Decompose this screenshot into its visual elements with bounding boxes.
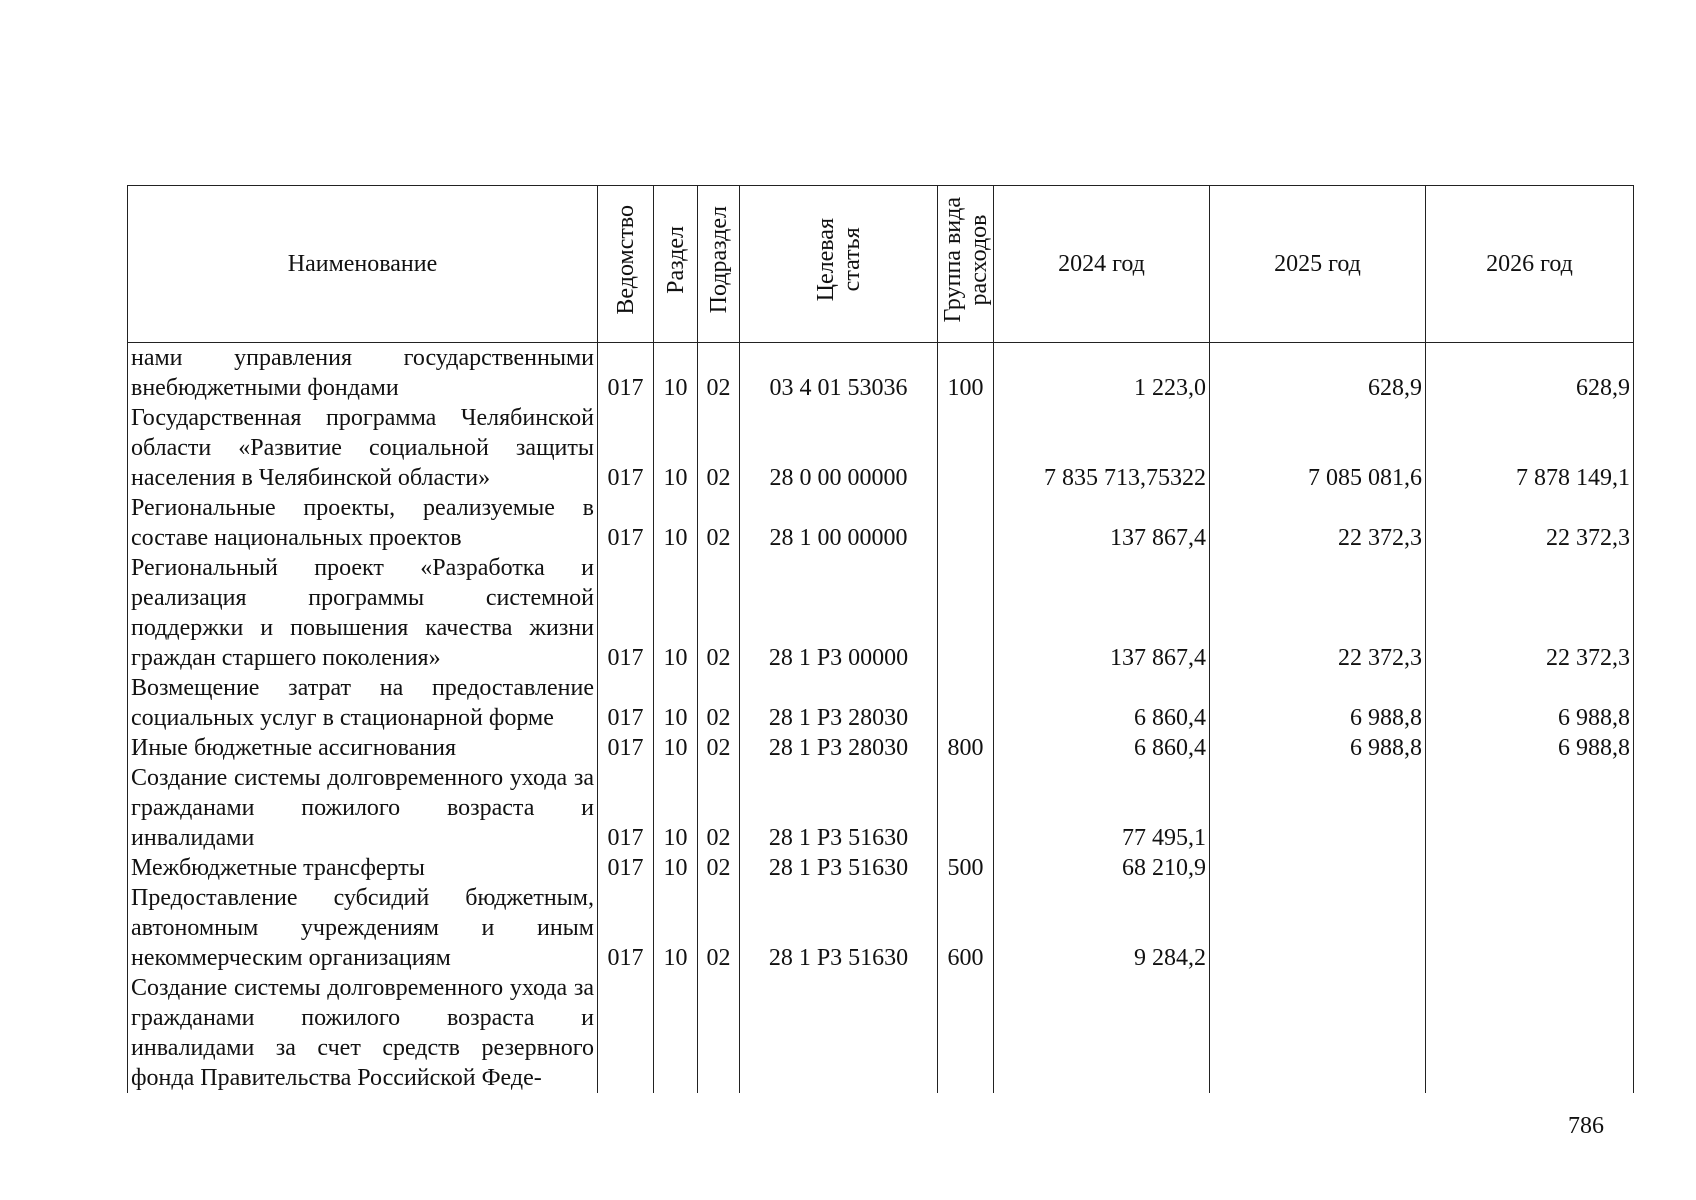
cell-name: Создание системы долговременного ухода за гражданами пожилого возраста и инвалидами за счет средств резервного фонда Правительства Российской Феде- bbox=[128, 973, 598, 1093]
header-expense-group: Группа вида расходов bbox=[938, 186, 994, 343]
cell-expense-group: 600 bbox=[938, 883, 994, 973]
cell-target-article bbox=[740, 973, 938, 1093]
budget-table bbox=[127, 185, 1634, 1093]
cell-subsection: 02 bbox=[698, 673, 740, 733]
cell-target-article: 28 1 Р3 28030 bbox=[740, 733, 938, 763]
cell-section: 10 bbox=[654, 553, 698, 673]
cell-2025 bbox=[1210, 853, 1426, 883]
cell-2025 bbox=[1210, 973, 1426, 1093]
table-row bbox=[128, 883, 1634, 973]
cell-2025: 22 372,3 bbox=[1210, 493, 1426, 553]
cell-section: 10 bbox=[654, 763, 698, 853]
cell-department: 017 bbox=[598, 763, 654, 853]
cell-target-article: 28 1 Р3 28030 bbox=[740, 673, 938, 733]
cell-2024: 9 284,2 bbox=[994, 883, 1210, 973]
cell-2025: 22 372,3 bbox=[1210, 553, 1426, 673]
cell-department: 017 bbox=[598, 853, 654, 883]
cell-subsection: 02 bbox=[698, 763, 740, 853]
cell-2026: 22 372,3 bbox=[1426, 553, 1634, 673]
cell-2026: 22 372,3 bbox=[1426, 493, 1634, 553]
cell-2026 bbox=[1426, 883, 1634, 973]
cell-expense-group bbox=[938, 493, 994, 553]
cell-section: 10 bbox=[654, 883, 698, 973]
table-row bbox=[128, 493, 1634, 553]
cell-name: Создание системы долговременного ухода за гражданами пожилого возраста и инвалидами bbox=[128, 763, 598, 853]
cell-2025 bbox=[1210, 763, 1426, 853]
table-row bbox=[128, 553, 1634, 673]
cell-expense-group bbox=[938, 763, 994, 853]
cell-2024: 77 495,1 bbox=[994, 763, 1210, 853]
cell-target-article: 28 0 00 00000 bbox=[740, 403, 938, 493]
cell-section: 10 bbox=[654, 403, 698, 493]
cell-subsection bbox=[698, 973, 740, 1093]
cell-2026 bbox=[1426, 763, 1634, 853]
header-section: Раздел bbox=[654, 186, 698, 343]
cell-2025: 6 988,8 bbox=[1210, 673, 1426, 733]
cell-2024 bbox=[994, 973, 1210, 1093]
cell-2025: 6 988,8 bbox=[1210, 733, 1426, 763]
cell-expense-group bbox=[938, 973, 994, 1093]
cell-2025 bbox=[1210, 883, 1426, 973]
cell-expense-group: 500 bbox=[938, 853, 994, 883]
cell-target-article: 28 1 Р3 51630 bbox=[740, 853, 938, 883]
cell-department: 017 bbox=[598, 493, 654, 553]
cell-target-article: 28 1 00 00000 bbox=[740, 493, 938, 553]
header-2025: 2025 год bbox=[1210, 186, 1426, 343]
cell-target-article: 28 1 Р3 51630 bbox=[740, 883, 938, 973]
cell-department: 017 bbox=[598, 553, 654, 673]
cell-name: нами управления государственными внебюджетными фондами bbox=[128, 343, 598, 404]
cell-name: Межбюджетные трансферты bbox=[128, 853, 598, 883]
cell-name: Иные бюджетные ассигнования bbox=[128, 733, 598, 763]
table-row bbox=[128, 853, 1634, 883]
cell-department: 017 bbox=[598, 403, 654, 493]
cell-target-article: 28 1 Р3 00000 bbox=[740, 553, 938, 673]
table-row bbox=[128, 673, 1634, 733]
cell-name: Предоставление субсидий бюджетным, автономным учреждениям и иным некоммерческим организациям bbox=[128, 883, 598, 973]
table-row bbox=[128, 733, 1634, 763]
cell-expense-group bbox=[938, 673, 994, 733]
cell-department: 017 bbox=[598, 343, 654, 404]
cell-name: Региональные проекты, реализуемые в составе национальных проектов bbox=[128, 493, 598, 553]
cell-2025: 628,9 bbox=[1210, 343, 1426, 404]
header-target-article: Целевая статья bbox=[740, 186, 938, 343]
cell-target-article: 28 1 Р3 51630 bbox=[740, 763, 938, 853]
cell-subsection: 02 bbox=[698, 343, 740, 404]
cell-expense-group bbox=[938, 403, 994, 493]
cell-2026: 7 878 149,1 bbox=[1426, 403, 1634, 493]
header-name: Наименование bbox=[128, 186, 598, 343]
cell-department: 017 bbox=[598, 733, 654, 763]
cell-subsection: 02 bbox=[698, 733, 740, 763]
cell-section: 10 bbox=[654, 343, 698, 404]
page-number: 786 bbox=[1568, 1113, 1604, 1139]
cell-2024: 137 867,4 bbox=[994, 493, 1210, 553]
cell-subsection: 02 bbox=[698, 553, 740, 673]
cell-2024: 1 223,0 bbox=[994, 343, 1210, 404]
cell-name: Региональный проект «Разработка и реализация программы системной поддержки и повышения качества жизни граждан старшего поколения» bbox=[128, 553, 598, 673]
cell-section: 10 bbox=[654, 853, 698, 883]
cell-expense-group: 800 bbox=[938, 733, 994, 763]
cell-expense-group bbox=[938, 553, 994, 673]
cell-2026: 6 988,8 bbox=[1426, 733, 1634, 763]
header-2026: 2026 год bbox=[1426, 186, 1634, 343]
cell-section: 10 bbox=[654, 493, 698, 553]
cell-target-article: 03 4 01 53036 bbox=[740, 343, 938, 404]
cell-subsection: 02 bbox=[698, 883, 740, 973]
cell-name: Государственная программа Челябинской области «Развитие социальной защиты населения в Челябинской области» bbox=[128, 403, 598, 493]
cell-department bbox=[598, 973, 654, 1093]
cell-2024: 7 835 713,75322 bbox=[994, 403, 1210, 493]
table-body bbox=[128, 343, 1634, 1094]
cell-2026: 6 988,8 bbox=[1426, 673, 1634, 733]
cell-section: 10 bbox=[654, 673, 698, 733]
header-subsection: Подраздел bbox=[698, 186, 740, 343]
cell-name: Возмещение затрат на предоставление социальных услуг в стационарной форме bbox=[128, 673, 598, 733]
cell-2026 bbox=[1426, 853, 1634, 883]
cell-section bbox=[654, 973, 698, 1093]
table-row bbox=[128, 973, 1634, 1093]
header-2024: 2024 год bbox=[994, 186, 1210, 343]
cell-2025: 7 085 081,6 bbox=[1210, 403, 1426, 493]
cell-subsection: 02 bbox=[698, 853, 740, 883]
table-row bbox=[128, 343, 1634, 404]
cell-2026: 628,9 bbox=[1426, 343, 1634, 404]
table-row bbox=[128, 403, 1634, 493]
cell-subsection: 02 bbox=[698, 493, 740, 553]
cell-2024: 137 867,4 bbox=[994, 553, 1210, 673]
cell-section: 10 bbox=[654, 733, 698, 763]
cell-2024: 68 210,9 bbox=[994, 853, 1210, 883]
cell-department: 017 bbox=[598, 883, 654, 973]
cell-department: 017 bbox=[598, 673, 654, 733]
header-department: Ведомство bbox=[598, 186, 654, 343]
table-row bbox=[128, 763, 1634, 853]
cell-2024: 6 860,4 bbox=[994, 733, 1210, 763]
cell-2024: 6 860,4 bbox=[994, 673, 1210, 733]
cell-subsection: 02 bbox=[698, 403, 740, 493]
cell-expense-group: 100 bbox=[938, 343, 994, 404]
header-row bbox=[128, 186, 1634, 343]
cell-2026 bbox=[1426, 973, 1634, 1093]
